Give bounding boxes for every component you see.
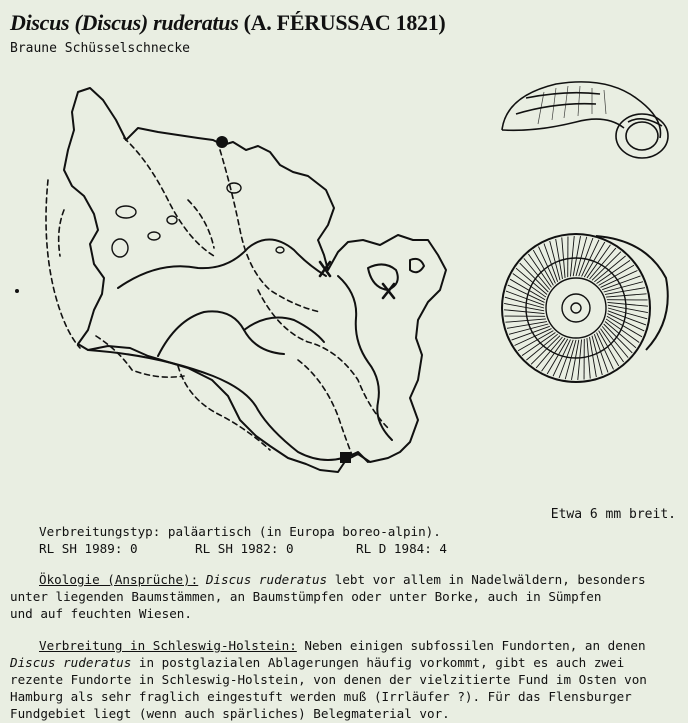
red-list-sh-1982: RL SH 1982: 0 xyxy=(195,541,294,556)
species-author: (A. FÉRUSSAC 1821) xyxy=(243,10,446,35)
ecology-paragraph: Ökologie (Ansprüche): Discus ruderatus lebt vor allem in Nadelwäldern, besonders unter liegenden Baumstämmen, an Baumstümpfen oder unter Borke, auch in Sümpfen und auf feuchten Wiesen. xyxy=(10,572,646,621)
shell-top-view-illustration xyxy=(496,230,676,390)
species-name-italic: Discus ruderatus xyxy=(205,572,328,587)
subgenus-name: (Discus) xyxy=(74,10,148,35)
red-list-d-1984: RL D 1984: 4 xyxy=(356,541,447,556)
species-name-italic: Discus ruderatus xyxy=(10,655,132,670)
map-dot xyxy=(15,289,19,293)
distribution-heading: Verbreitung in Schleswig-Holstein: xyxy=(39,638,297,653)
distribution-map xyxy=(8,80,478,500)
size-note: Etwa 6 mm breit. xyxy=(550,507,676,522)
species-epithet: ruderatus xyxy=(153,10,239,35)
common-name: Braune Schüsselschnecke xyxy=(10,41,191,56)
species-title xyxy=(10,10,445,36)
red-list-sh-1989: RL SH 1989: 0 xyxy=(39,541,138,556)
find-location-circle xyxy=(216,136,228,148)
shell-side-view-illustration xyxy=(496,74,676,164)
ecology-heading: Ökologie (Ansprüche): xyxy=(39,572,199,587)
subfossil-x-marker xyxy=(383,284,394,298)
find-location-square xyxy=(340,452,351,463)
distribution-type: Verbreitungstyp: paläartisch (in Europa boreo-alpin). xyxy=(39,524,441,539)
genus-name: Discus xyxy=(10,10,70,35)
map-outline xyxy=(64,88,446,472)
distribution-paragraph: Verbreitung in Schleswig-Holstein: Neben einigen subfossilen Fundorten, an denen Discus ruderatus in postglazialen Ablagerungen häufig vorkommt, gibt es auch zwei rezente Fundorte in Schleswig-Holstein, von denen der vielzitierte Fund im Osten von Hamburg als sehr fraglich eingestuft werden muß (Irrläufer ?). Für das Flensburger Fundgebiet liegt (wenn auch spärliches) Belegmaterial vor. xyxy=(10,638,647,721)
